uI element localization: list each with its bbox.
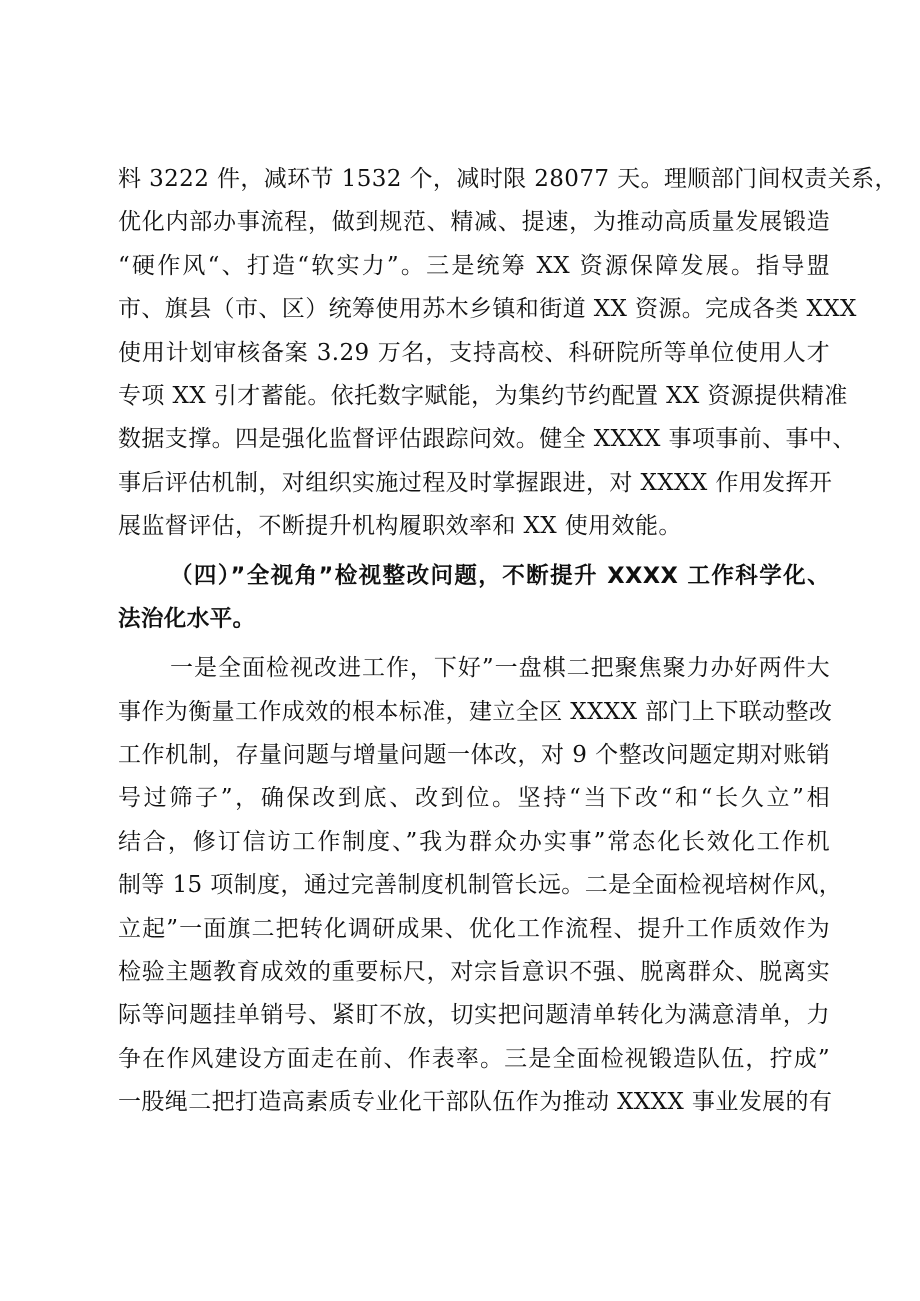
text-line: 一是全面检视改进工作，下好”一盘棋二把聚焦聚力办好两件大: [170, 655, 830, 682]
text-line: 工作机制，存量问题与增量问题一体改，对 9 个整改问题定期对账销: [118, 742, 830, 769]
text-line: 制等 15 项制度，通过完善制度机制管长远。二是全面检视培树作风，: [118, 872, 843, 899]
document-body: [118, 158, 898, 1125]
text-line: 争在作风建设方面走在前、作表率。三是全面检视锻造队伍，拧成”: [118, 1045, 830, 1072]
paragraph-rectification: [118, 647, 843, 1124]
text-line: 结合，修订信访工作制度、”我为群众办实事”常态化长效化工作机: [118, 828, 830, 855]
text-line: 数据支撑。四是强化监督评估跟踪问效。健全 XXXX 事项事前、事中、: [118, 426, 856, 453]
text-line: 事作为衡量工作成效的根本标准，建立全区 XXXX 部门上下联动整改: [118, 698, 833, 725]
text-line: 优化内部办事流程，做到规范、精减、提速，为推动高质量发展锻造: [118, 209, 830, 236]
text-line: 号过筛子”，确保改到底、改到位。坚持“当下改“和“长久立”相: [118, 785, 830, 812]
text-line: 专项 XX 引才蓄能。依托数字赋能，为集约节约配置 XX 资源提供精准: [118, 382, 848, 409]
section-heading: [118, 555, 830, 642]
heading-line: 法治化水平。: [118, 605, 256, 632]
text-line: 使用计划审核备案 3.29 万名，支持高校、科研院所等单位使用人才: [118, 339, 830, 366]
text-line: “硬作风“、打造“软实力”。三是统筹 XX 资源保障发展。指导盟: [118, 252, 830, 279]
text-line: 展监督评估，不断提升机构履职效率和 XX 使用效能。: [118, 513, 682, 540]
text-line: 料 3222 件，减环节 1532 个，减时限 28077 天。理顺部门间权责关系，: [118, 166, 898, 192]
text-line: 市、旗县（市、区）统筹使用苏木乡镇和街道 XX 资源。完成各类 XXX: [118, 296, 857, 323]
text-line: 事后评估机制，对组织实施过程及时掌握跟进，对 XXXX 作用发挥开: [118, 469, 833, 496]
paragraph-resource-guarantee: [118, 158, 898, 549]
text-line: 检验主题教育成效的重要标尺，对宗旨意识不强、脱离群众、脱离实: [118, 959, 830, 986]
text-line: 立起”一面旗二把转化调研成果、优化工作流程、提升工作质效作为: [118, 915, 830, 942]
text-line: 一股绳二把打造高素质专业化干部队伍作为推动 XXXX 事业发展的有: [118, 1089, 833, 1116]
heading-line: （四）”全视角”检视整改问题，不断提升 XXXX 工作科学化、: [170, 562, 830, 589]
text-line: 际等问题挂单销号、紧盯不放，切实把问题清单转化为满意清单，力: [118, 1002, 830, 1029]
